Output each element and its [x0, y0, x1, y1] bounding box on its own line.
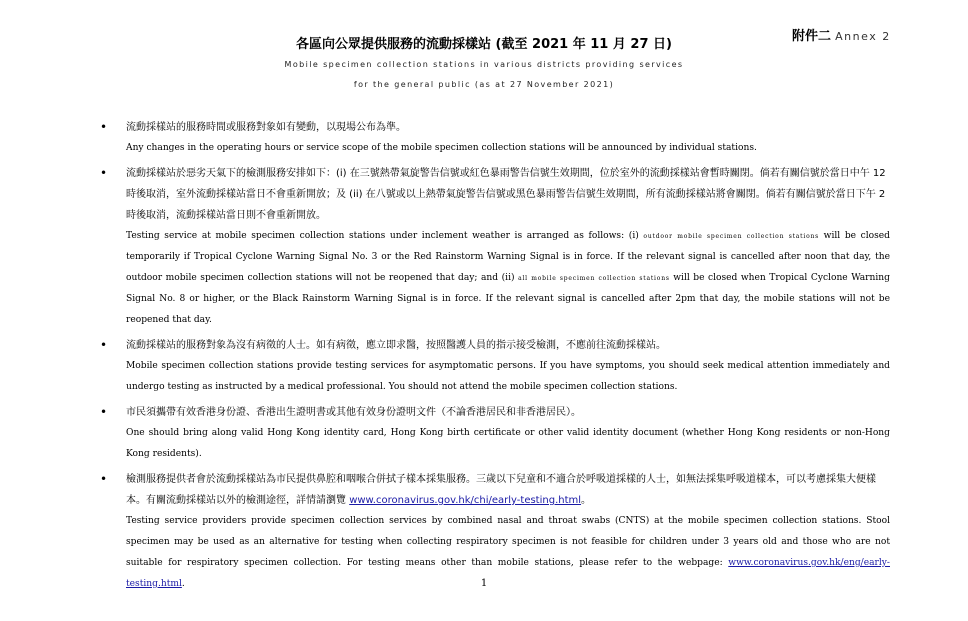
list-item	[100, 469, 890, 595]
note-en-part: Testing service providers provide specimen collection services by combined nasal and throat swabs (CNTS) at the mobile specimen collection stations. Stool specimen may be used as an alternative for testing when collecting respiratory specimen is not feasible for children under 3 years old and those who are not suitable for respiratory specimen collection. For testing means other than mobile stations, please refer to the webpage:	[126, 516, 890, 568]
note-en: Any changes in the operating hours or service scope of the mobile specimen collection stations will be announced by individual stations.	[126, 143, 757, 153]
note-en-small-text: outdoor mobile specimen collection stations	[643, 233, 820, 240]
page-number: 1	[480, 578, 488, 589]
note-en: Mobile specimen collection stations provide testing services for asymptomatic persons. If you have symptoms, you should seek medical attention immediately and undergo testing as instructed by a medical professional. You should not attend the mobile specimen collection stations.	[126, 361, 890, 392]
annex-label-zh: 附件二	[792, 29, 832, 44]
bullet-icon: •	[100, 405, 108, 419]
bullet-icon: •	[100, 166, 108, 180]
early-testing-link-en[interactable]: www.coronavirus.gov.hk/eng/early-testing.html	[126, 558, 890, 589]
bullet-icon: •	[100, 120, 108, 134]
note-en	[126, 226, 890, 331]
document-title: 各區向公眾提供服務的流動採樣站 (截至 2021 年 11 月 27 日)	[296, 37, 672, 52]
note-zh: 流動採樣站的服務對象為沒有病徵的人士。如有病徵，應立即求醫，按照醫護人員的指示接受檢測，不應前往流動採樣站。	[126, 340, 666, 351]
list-item	[100, 402, 890, 465]
document-subtitle-line2: for the general public (as at 27 November 2021)	[353, 80, 615, 89]
note-zh: 市民須攜帶有效香港身份證、香港出生證明書或其他有效身份證明文件（不論香港居民和非香港居民）。	[126, 407, 581, 418]
note-zh: 流動採樣站於惡劣天氣下的檢測服務安排如下：(i) 在三號熱帶氣旋警告信號或紅色暴雨警告信號生效期間，位於室外的流動採樣站會暫時關閉。倘若有關信號於當日中午 12 時後取消，室外流動採樣站當日不會重新開放；及 (ii) 在八號或以上熱帶氣旋警告信號或黑色暴雨警告信號生效期間，所有流動採樣站將會關閉。倘若有關信號於當日下午 2 時後取消，流動採樣站當日則不會重新開放。	[126, 168, 886, 221]
note-zh-end: 。	[581, 495, 592, 506]
note-zh: 流動採樣站的服務時間或服務對象如有變動，以現場公布為準。	[126, 122, 406, 133]
document-subtitle-line1: Mobile specimen collection stations in various districts providing services	[284, 60, 684, 69]
note-en-part: will be closed temporarily if Tropical Cyclone Warning Signal No. 3 or the Red Rainstorm Warning Signal is in force. If the relevant signal is cancelled after noon that day, the outdoor mobile specimen collection stations will not be reopened that day; and (ii)	[126, 231, 890, 283]
note-en: One should bring along valid Hong Kong identity card, Hong Kong birth certificate or other valid identity document (whether Hong Kong residents or non-Hong Kong residents).	[126, 428, 890, 459]
list-item	[100, 117, 890, 159]
note-en-small-text: all mobile specimen collection stations	[518, 275, 670, 282]
bullet-icon: •	[100, 338, 108, 352]
list-item	[100, 163, 890, 331]
note-en-part: will be closed when Tropical Cyclone Warning Signal No. 8 or higher, or the Black Rainstorm Warning Signal is in force. If the relevant signal is cancelled after 2pm that day, the mobile stations will not be reopened that day.	[126, 273, 890, 325]
note-zh	[126, 469, 890, 511]
early-testing-link-zh[interactable]: www.coronavirus.gov.hk/chi/early-testing.html	[349, 495, 582, 506]
bullet-icon: •	[100, 472, 108, 486]
note-en-end: .	[181, 579, 185, 589]
note-zh-part: 檢測服務提供者會於流動採樣站為市民提供鼻腔和咽喉合併拭子樣本採集服務。三歲以下兒童和不適合於呼吸道採樣的人士，如無法採集呼吸道樣本，可以考慮採集大便樣本。有關流動採樣站以外的檢測途徑，詳情請瀏覽	[126, 474, 876, 506]
note-en-part: Testing service at mobile specimen collection stations under inclement weather is arranged as follows: (i)	[126, 231, 644, 241]
annex-label-en: Annex 2	[835, 30, 891, 43]
notes-list	[100, 117, 890, 599]
list-item	[100, 335, 890, 398]
